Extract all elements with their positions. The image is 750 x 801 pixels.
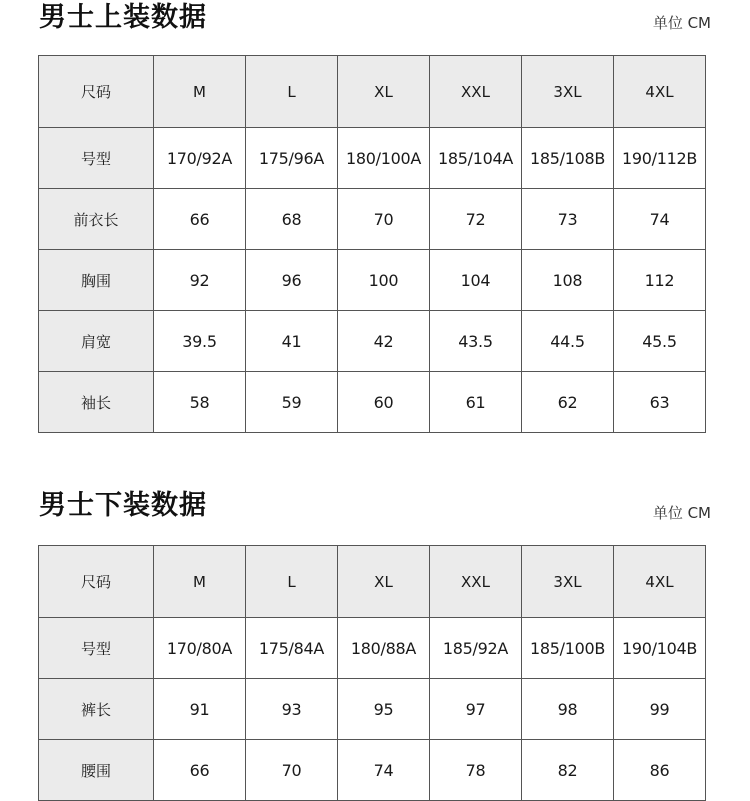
row-header-cell: 腰围 — [39, 740, 154, 801]
table-cell: 91 — [154, 679, 246, 740]
table-cell: 97 — [430, 679, 522, 740]
table-cell: 68 — [246, 189, 338, 250]
table-cell: 185/92A — [430, 618, 522, 679]
row-header-cell: 号型 — [39, 128, 154, 189]
table-cell: 98 — [522, 679, 614, 740]
table-cell: 108 — [522, 250, 614, 311]
table-cell: 39.5 — [154, 311, 246, 372]
table-cell: 72 — [430, 189, 522, 250]
table-cell: 96 — [246, 250, 338, 311]
table-cell: 59 — [246, 372, 338, 433]
table-cell: 78 — [430, 740, 522, 801]
table-cell: 99 — [614, 679, 706, 740]
column-header-cell: 尺码 — [39, 546, 154, 618]
top-table-row — [39, 311, 706, 372]
row-header-cell: 号型 — [39, 618, 154, 679]
row-header-cell: 袖长 — [39, 372, 154, 433]
row-header-cell: 前衣长 — [39, 189, 154, 250]
table-cell: 73 — [522, 189, 614, 250]
table-cell: 66 — [154, 740, 246, 801]
bottom-unit-label: 单位 CM — [652, 504, 711, 522]
table-cell: 175/84A — [246, 618, 338, 679]
table-cell: 93 — [246, 679, 338, 740]
table-cell: 44.5 — [522, 311, 614, 372]
table-cell: 43.5 — [430, 311, 522, 372]
table-cell: 58 — [154, 372, 246, 433]
column-header-cell: 4XL — [614, 56, 706, 128]
column-header-cell: XL — [338, 56, 430, 128]
table-cell: 185/108B — [522, 128, 614, 189]
table-cell: 42 — [338, 311, 430, 372]
bottom-section-title: 男士下装数据 — [39, 490, 207, 521]
column-header-cell: L — [246, 56, 338, 128]
table-cell: 74 — [614, 189, 706, 250]
top-size-table — [38, 55, 706, 433]
row-header-cell: 胸围 — [39, 250, 154, 311]
table-cell: 190/104B — [614, 618, 706, 679]
column-header-cell: 3XL — [522, 546, 614, 618]
table-cell: 70 — [338, 189, 430, 250]
table-cell: 180/88A — [338, 618, 430, 679]
column-header-cell: L — [246, 546, 338, 618]
table-cell: 74 — [338, 740, 430, 801]
table-cell: 62 — [522, 372, 614, 433]
column-header-cell: 4XL — [614, 546, 706, 618]
table-cell: 70 — [246, 740, 338, 801]
table-cell: 185/100B — [522, 618, 614, 679]
table-cell: 112 — [614, 250, 706, 311]
top-table-row — [39, 250, 706, 311]
table-cell: 175/96A — [246, 128, 338, 189]
table-cell: 92 — [154, 250, 246, 311]
top-unit-label: 单位 CM — [652, 14, 711, 32]
row-header-cell: 肩宽 — [39, 311, 154, 372]
column-header-cell: M — [154, 546, 246, 618]
table-cell: 104 — [430, 250, 522, 311]
row-header-cell: 裤长 — [39, 679, 154, 740]
top-table-row — [39, 372, 706, 433]
table-cell: 41 — [246, 311, 338, 372]
table-cell: 170/92A — [154, 128, 246, 189]
bottom-table-row — [39, 740, 706, 801]
table-cell: 86 — [614, 740, 706, 801]
top-table-row — [39, 189, 706, 250]
column-header-cell: 尺码 — [39, 56, 154, 128]
bottom-table-row — [39, 618, 706, 679]
column-header-cell: XXL — [430, 56, 522, 128]
table-cell: 61 — [430, 372, 522, 433]
bottom-header-row — [39, 546, 706, 618]
column-header-cell: M — [154, 56, 246, 128]
bottom-table-row — [39, 679, 706, 740]
table-cell: 170/80A — [154, 618, 246, 679]
table-cell: 82 — [522, 740, 614, 801]
column-header-cell: 3XL — [522, 56, 614, 128]
table-cell: 190/112B — [614, 128, 706, 189]
table-cell: 66 — [154, 189, 246, 250]
column-header-cell: XL — [338, 546, 430, 618]
table-cell: 180/100A — [338, 128, 430, 189]
table-cell: 60 — [338, 372, 430, 433]
column-header-cell: XXL — [430, 546, 522, 618]
table-cell: 185/104A — [430, 128, 522, 189]
bottom-size-table — [38, 545, 706, 801]
table-cell: 95 — [338, 679, 430, 740]
top-table-row — [39, 128, 706, 189]
table-cell: 45.5 — [614, 311, 706, 372]
top-section-title: 男士上装数据 — [39, 2, 207, 33]
top-header-row — [39, 56, 706, 128]
table-cell: 100 — [338, 250, 430, 311]
table-cell: 63 — [614, 372, 706, 433]
